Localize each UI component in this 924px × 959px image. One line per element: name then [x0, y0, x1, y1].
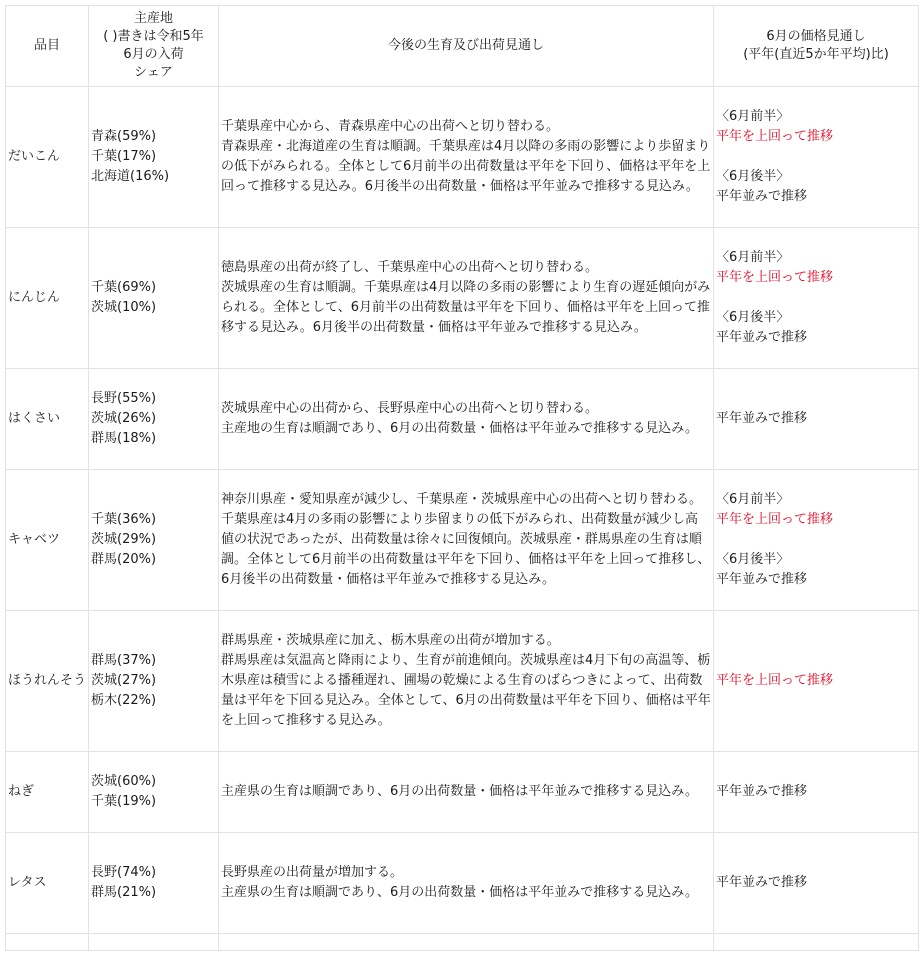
table-row	[6, 611, 919, 752]
origin-shares	[89, 369, 219, 470]
item-name: だいこん	[6, 87, 89, 228]
price-outlook	[714, 470, 919, 611]
outlook-table	[5, 5, 919, 951]
price-outlook	[714, 833, 919, 934]
outlook-text: 千葉県産中心から、青森県産中心の出荷へと切り替わる。 青森県産・北海道産の生育は順調。千葉県産は4月以降の多雨の影響により歩留まりの低下がみられる。全体として6月前半の出荷数量は平年を下回り、価格は平年を上回って推移する見込み。6月後半の出荷数量・価格は平年並みで推移する見込み。	[219, 87, 714, 228]
vegetable-outlook-sheet	[5, 5, 918, 951]
price-outlook	[714, 369, 919, 470]
header-row	[6, 6, 919, 87]
table-row	[6, 833, 919, 934]
origin-share: 栃木(22%)	[91, 693, 157, 708]
outlook-text: 主産県の生育は順調であり、6月の出荷数量・価格は平年並みで推移する見込み。	[219, 752, 714, 833]
origin-share: 群馬(20%)	[91, 552, 157, 567]
origin-share: 茨城(10%)	[91, 300, 157, 315]
price-first-half-label: 〈6月前半〉	[716, 250, 790, 265]
item-name: レタス	[6, 833, 89, 934]
origin-share: 茨城(60%)	[91, 774, 157, 789]
price-first-half-value: 平年を上回って推移	[716, 512, 834, 527]
outlook-text: 長野県産の出荷量が増加する。 主産県の生育は順調であり、6月の出荷数量・価格は平年並みで推移する見込み。	[219, 833, 714, 934]
origin-share: 茨城(26%)	[91, 411, 157, 426]
header-origin: 主産地 ( )書きは令和5年 6月の入荷 シェア	[89, 6, 219, 87]
header-outlook: 今後の生育及び出荷見通し	[219, 6, 714, 87]
price-second-half-label: 〈6月後半〉	[716, 310, 790, 325]
price-value: 平年並みで推移	[716, 784, 808, 799]
price-value: 平年並みで推移	[716, 875, 808, 890]
item-name: にんじん	[6, 228, 89, 369]
price-second-half-value: 平年並みで推移	[716, 330, 808, 345]
item-name: キャベツ	[6, 470, 89, 611]
item-name: ほうれんそう	[6, 611, 89, 752]
origin-shares	[89, 611, 219, 752]
origin-share: 群馬(21%)	[91, 885, 157, 900]
table-row	[6, 87, 919, 228]
table-row	[6, 470, 919, 611]
origin-share: 群馬(37%)	[91, 653, 157, 668]
price-value: 平年を上回って推移	[716, 673, 834, 688]
origin-share: 千葉(69%)	[91, 280, 157, 295]
origin-shares	[89, 833, 219, 934]
origin-shares	[89, 228, 219, 369]
outlook-text: 徳島県産の出荷が終了し、千葉県産中心の出荷へと切り替わる。 茨城県産の生育は順調。千葉県産は4月以降の多雨の影響により生育の遅延傾向がみられる。全体として、6月前半の出荷数量は平年を下回り、価格は平年を上回って推移する見込み。6月後半の出荷数量・価格は平年並みで推移する見込み。	[219, 228, 714, 369]
price-outlook	[714, 752, 919, 833]
outlook-text: 茨城県産中心の出荷から、長野県産中心の出荷へと切り替わる。 主産地の生育は順調であり、6月の出荷数量・価格は平年並みで推移する見込み。	[219, 369, 714, 470]
origin-shares	[89, 752, 219, 833]
table-row	[6, 752, 919, 833]
origin-share: 千葉(19%)	[91, 794, 157, 809]
price-second-half-value: 平年並みで推移	[716, 189, 808, 204]
origin-share: 北海道(16%)	[91, 169, 170, 184]
price-first-half-label: 〈6月前半〉	[716, 109, 790, 124]
origin-share: 千葉(17%)	[91, 149, 157, 164]
origin-share: 千葉(36%)	[91, 512, 157, 527]
item-name: ねぎ	[6, 752, 89, 833]
origin-share: 青森(59%)	[91, 129, 157, 144]
origin-shares	[89, 87, 219, 228]
table-row	[6, 228, 919, 369]
origin-share: 茨城(27%)	[91, 673, 157, 688]
origin-shares	[89, 470, 219, 611]
price-outlook	[714, 87, 919, 228]
price-value: 平年並みで推移	[716, 411, 808, 426]
outlook-text: 神奈川県産・愛知県産が減少し、千葉県産・茨城県産中心の出荷へと切り替わる。 千葉県産は4月の多雨の影響により歩留まりの低下がみられ、出荷数量が減少し高値の状況であったが、出荷数量は徐々に回復傾向。茨城県産・群馬県産の生育は順調。全体として6月前半の出荷数量は平年を下回り、価格は平年を上回って推移し、6月後半の出荷数量・価格は平年並みで推移する見込み。	[219, 470, 714, 611]
price-first-half-label: 〈6月前半〉	[716, 492, 790, 507]
table-row	[6, 934, 919, 951]
price-second-half-label: 〈6月後半〉	[716, 169, 790, 184]
origin-share: 長野(55%)	[91, 391, 157, 406]
price-second-half-label: 〈6月後半〉	[716, 552, 790, 567]
table-row	[6, 369, 919, 470]
header-price: 6月の価格見通し (平年(直近5か年平均)比)	[714, 6, 919, 87]
price-first-half-value: 平年を上回って推移	[716, 270, 834, 285]
item-name: はくさい	[6, 369, 89, 470]
price-second-half-value: 平年並みで推移	[716, 572, 808, 587]
origin-share: 長野(74%)	[91, 865, 157, 880]
price-outlook	[714, 611, 919, 752]
outlook-text: 群馬県産・茨城県産に加え、栃木県産の出荷が増加する。 群馬県産は気温高と降雨により、生育が前進傾向。茨城県産は4月下旬の高温等、栃木県産は積雪による播種遅れ、圃場の乾燥による生育のばらつきによって、出荷数量は平年を下回る見込み。全体として、6月の出荷数量は平年を下回り、価格は平年を上回って推移する見込み。	[219, 611, 714, 752]
header-item: 品目	[6, 6, 89, 87]
price-outlook	[714, 228, 919, 369]
price-first-half-value: 平年を上回って推移	[716, 129, 834, 144]
origin-share: 茨城(29%)	[91, 532, 157, 547]
origin-share: 群馬(18%)	[91, 431, 157, 446]
